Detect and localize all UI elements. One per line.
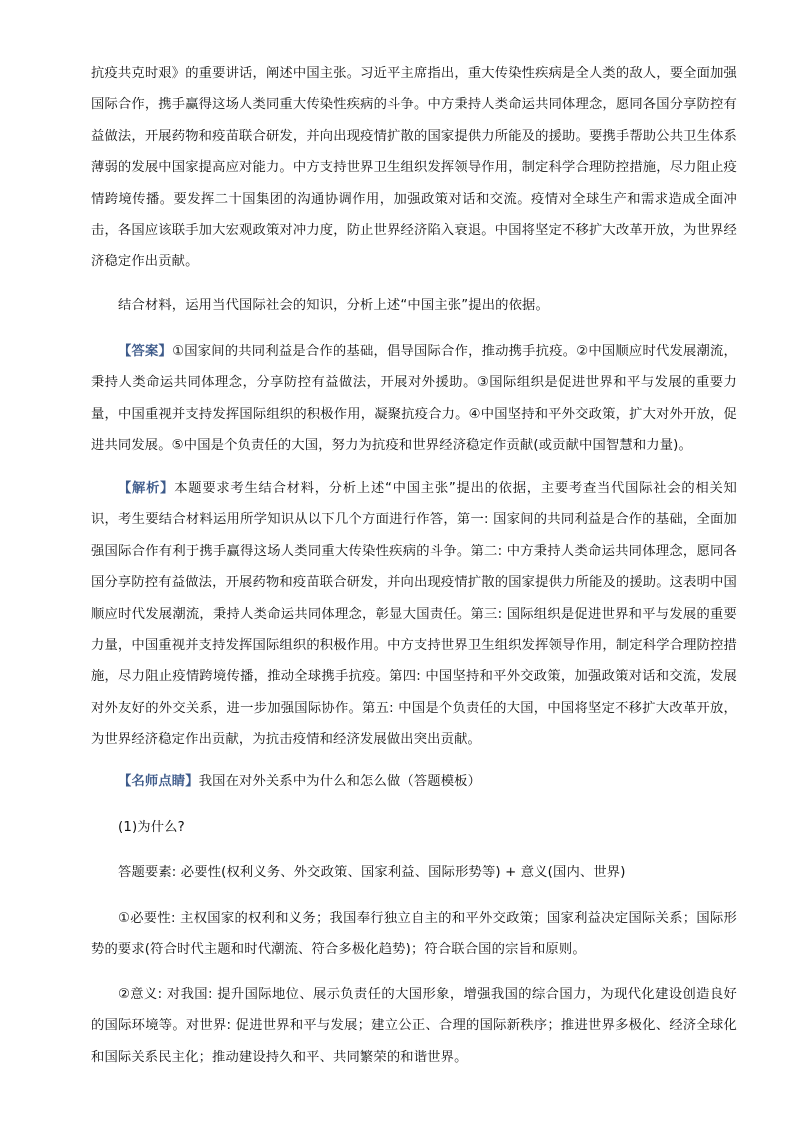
analysis-text: 本题要求考生结合材料，分析上述“中国主张”提出的依据，主要考查当代国际社会的相关知识，考生要结合材料运用所学知识从以下几个方面进行作答，第一: 国家间的共同利益是合作的基础，全面加强国际合作有利于携手赢得这场人类同重大传染性疾病的斗争。第二: 中方秉持人类命运共同体理念，愿同各国分享防控有益做法，开展药物和疫苗联合研发，并向出现疫情扩散的国家提供力所能及的援助。这表明中国顺应时代发展潮流，秉持人类命运共同体理念，彰显大国责任。第三: 国际组织是促进世界和平与发展的重要力量，中国重视并支持发挥国际组织的积极作用。中方支持世界卫生组织发挥领导作用，制定科学合理防控措施，尽力阻止疫情跨境传播，推动全球携手抗疫。第四: 中国坚持和平外交政策，加强政策对话和交流，发展对外友好的外交关系，进一步加强国际协作。第五: 中国是个负责任的大国，中国将坚定不移扩大改革开放，为世界经济稳定作出贡献，为抗击疫情和经济发展做出突出贡献。 [91, 481, 737, 748]
answer-label: 【答案】 [118, 344, 173, 359]
why-heading: (1)为什么? [118, 820, 185, 835]
material-paragraph: 抗疫共克时艰》的重要讲话，阐述中国主张。习近平主席指出，重大传染性疾病是全人类的敌人，要全面加强国际合作，携手赢得这场人类同重大传染性疾病的斗争。中方秉持人类命运共同体理念，愿同各国分享防控有益做法，开展药物和疫苗联合研发，并向出现疫情扩散的国家提供力所能及的援助。要携手帮助公共卫生体系薄弱的发展中国家提高应对能力。中方支持世界卫生组织发挥领导作用，制定科学合理防控措施，尽力阻止疫情跨境传播。要发挥二十国集团的沟通协调作用，加强政策对话和交流。疫情对全球生产和需求造成全面冲击，各国应该联手加大宏观政策对冲力度，防止世界经济陷入衰退。中国将坚定不移扩大改革开放，为世界经济稳定作出贡献。 [91, 66, 737, 270]
analysis-paragraph [91, 473, 737, 756]
tips-paragraph [91, 766, 737, 797]
necessity-paragraph: ①必要性: 主权国家的权利和义务；我国奉行独立自主的和平外交政策；国家利益决定国际关系；国际形势的要求(符合时代主题和时代潮流、符合多极化趋势)；符合联合国的宗旨和原则。 [91, 911, 737, 958]
analysis-label: 【解析】 [118, 481, 175, 496]
tips-text: 我国在对外关系中为什么和怎么做（答题模板） [198, 774, 482, 789]
significance-paragraph: ②意义: 对我国: 提升国际地位、展示负责任的大国形象，增强我国的综合国力，为现代化建设创造良好的国际环境等。对世界: 促进世界和平与发展；建立公正、合理的国际新秩序；推进世界多极化、经济全球化和国际关系民主化；推动建设持久和平、共同繁荣的和谐世界。 [91, 987, 737, 1065]
tips-label: 【名师点睛】 [118, 774, 199, 789]
answer-elements: 答题要素: 必要性(权利义务、外交政策、国家利益、国际形势等) + 意义(国内、世界) [118, 865, 626, 880]
answer-paragraph [91, 336, 737, 462]
question-paragraph: 结合材料，运用当代国际社会的知识，分析上述“中国主张”提出的依据。 [118, 298, 549, 313]
answer-text: ①国家间的共同利益是合作的基础，倡导国际合作，推动携手抗疫。②中国顺应时代发展潮流，秉持人类命运共同体理念，分享防控有益做法，开展对外援助。③国际组织是促进世界和平与发展的重要力量，中国重视并支持发挥国际组织的积极作用，凝聚抗疫合力。④中国坚持和平外交政策，扩大对外开放，促进共同发展。⑤中国是个负责任的大国，努力为抗疫和世界经济稳定作贡献(或贡献中国智慧和力量)。 [91, 344, 737, 454]
